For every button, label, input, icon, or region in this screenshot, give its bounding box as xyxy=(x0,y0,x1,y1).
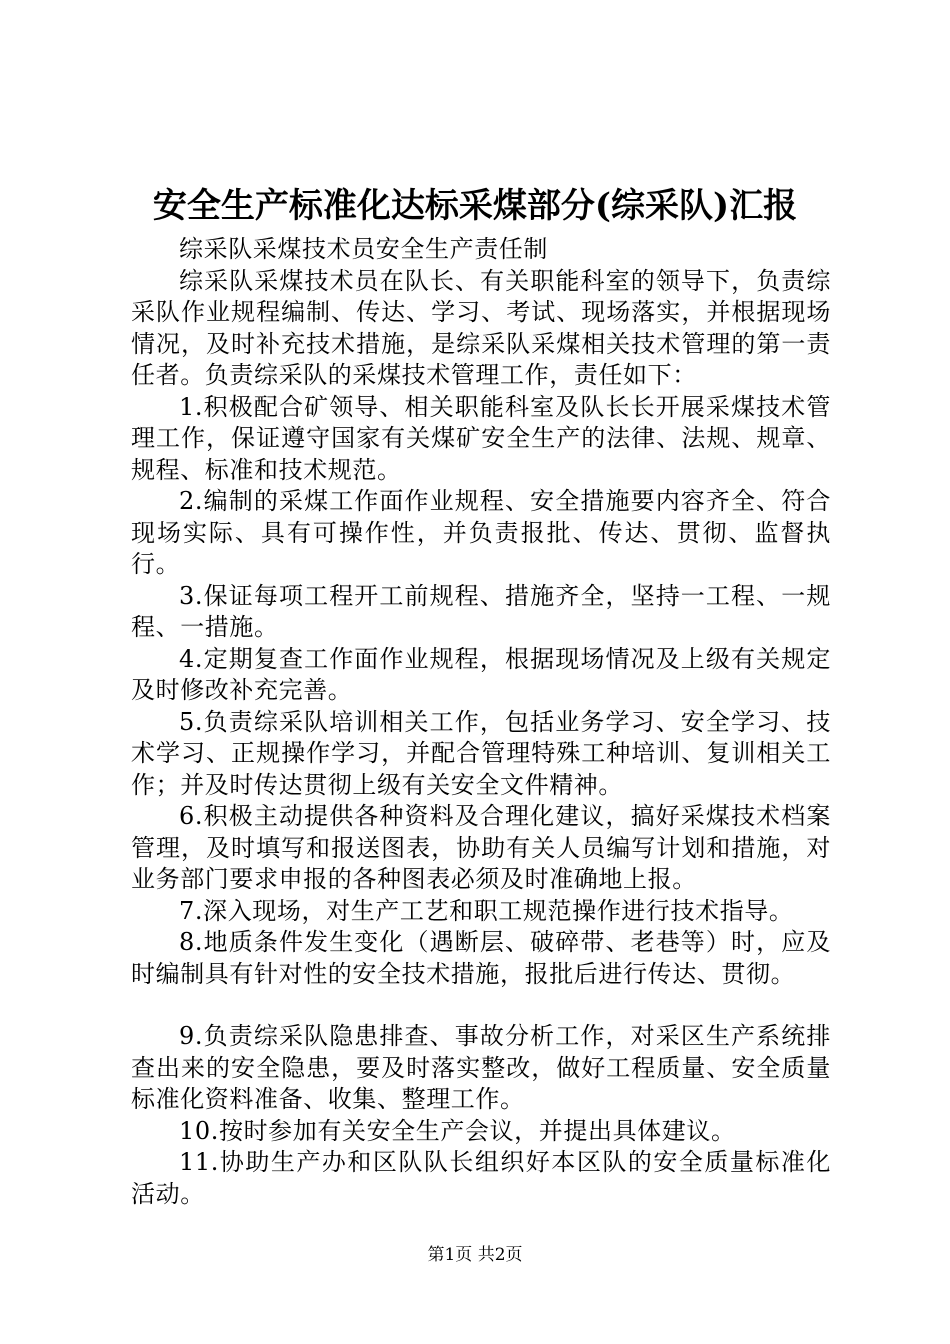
responsibility-item-8: 8.地质条件发生变化（遇断层、破碎带、老巷等）时，应及时编制具有针对性的安全技术措施，报批后进行传达、贯彻。 xyxy=(131,928,831,988)
section-heading: 综采队采煤技术员安全生产责任制 xyxy=(179,235,548,263)
responsibility-item-9: 9.负责综采队隐患排查、事故分析工作，对采区生产系统排查出来的安全隐患，要及时落实整改，做好工程质量、安全质量标准化资料准备、收集、整理工作。 xyxy=(131,1022,831,1113)
page-number-footer: 第1页 共2页 xyxy=(427,1245,523,1265)
responsibility-item-11: 11.协助生产办和区队队长组织好本区队的安全质量标准化活动。 xyxy=(131,1148,831,1208)
responsibility-item-7: 7.深入现场，对生产工艺和职工规范操作进行技术指导。 xyxy=(179,896,794,925)
responsibility-item-3: 3.保证每项工程开工前规程、措施齐全，坚持一工程、一规程、一措施。 xyxy=(131,581,831,641)
responsibility-item-6: 6.积极主动提供各种资料及合理化建议，搞好采煤技术档案管理，及时填写和报送图表，协助有关人员编写计划和措施，对业务部门要求申报的各种图表必须及时准确地上报。 xyxy=(131,802,831,893)
responsibility-item-5: 5.负责综采队培训相关工作，包括业务学习、安全学习、技术学习、正规操作学习，并配合管理特殊工种培训、复训相关工作；并及时传达贯彻上级有关安全文件精神。 xyxy=(131,707,831,799)
responsibility-item-10: 10.按时参加有关安全生产会议，并提出具体建议。 xyxy=(179,1116,736,1145)
document-body xyxy=(131,234,831,1210)
document-title: 安全生产标准化达标采煤部分(综采队)汇报 xyxy=(152,186,798,226)
responsibility-item-1: 1.积极配合矿领导、相关职能科室及队长长开展采煤技术管理工作，保证遵守国家有关煤矿安全生产的法律、法规、规章、规程、标准和技术规范。 xyxy=(131,392,831,484)
responsibility-item-2: 2.编制的采煤工作面作业规程、安全措施要内容齐全、符合现场实际、具有可操作性，并负责报批、传达、贯彻、监督执行。 xyxy=(131,487,831,578)
intro-paragraph: 综采队采煤技术员在队长、有关职能科室的领导下，负责综采队作业规程编制、传达、学习、考试、现场落实，并根据现场情况，及时补充技术措施，是综采队采煤相关技术管理的第一责任者。负责综采队的采煤技术管理工作，责任如下： xyxy=(131,266,831,389)
responsibility-item-4: 4.定期复查工作面作业规程，根据现场情况及上级有关规定及时修改补充完善。 xyxy=(131,644,831,704)
